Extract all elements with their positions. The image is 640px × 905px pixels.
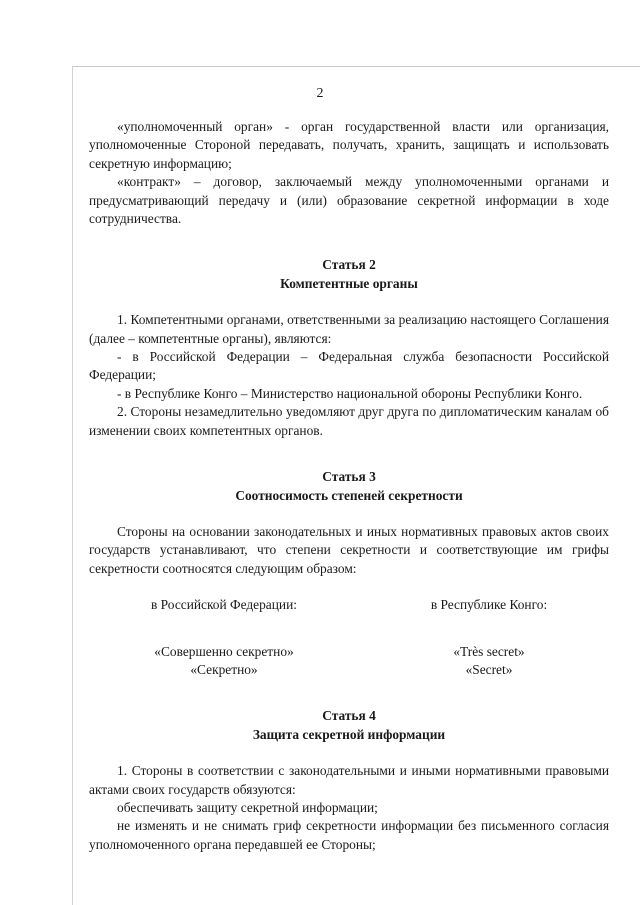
article-3 (89, 468, 609, 679)
russia-level-secret: «Секретно» (190, 661, 258, 677)
article-2-paragraph: - в Республике Конго – Министерство национальной обороны Республики Конго. (117, 385, 583, 401)
definition-contract: «контракт» – договор, заключаемый между уполномоченными органами и предусматривающий передачу и (или) образование секретной информации в ходе сотрудничества. (89, 174, 609, 227)
article-2-paragraph: - в Российской Федерации – Федеральная служба безопасности Российской Федерации; (89, 349, 609, 383)
page-number: 2 (316, 86, 324, 101)
congo-level-secret: «Secret» (465, 661, 513, 677)
article-4-paragraph: обеспечивать защиту секретной информации; (117, 799, 378, 815)
article-4-number: Статья 4 (322, 708, 376, 724)
page-border-left (72, 66, 73, 905)
article-2-title: Компетентные органы (280, 275, 418, 291)
article-4-title: Защита секретной информации (252, 726, 446, 742)
classification-table (89, 643, 609, 680)
article-2-paragraph: 1. Компетентными органами, ответственными за реализацию настоящего Соглашения (далее – компетентные органы), являются: (89, 312, 609, 346)
article-4-paragraph: 1. Стороны в соответствии с законодательными и иными нормативными правовыми актами своих государств обязуются: (89, 763, 609, 797)
article-3-paragraph: Стороны на основании законодательных и иных нормативных правовых актов своих государств устанавливают, что степени секретности и соответствующие им грифы секретности соотносятся следующим образом: (89, 523, 609, 576)
russia-levels (89, 643, 359, 680)
article-4-paragraph: не изменять и не снимать гриф секретности информации без письменного согласия уполномоченного органа передавшей ее Стороны; (89, 818, 609, 852)
document-body (89, 118, 609, 854)
article-4 (89, 707, 609, 854)
definition-authorized-body: «уполномоченный орган» - орган государственной власти или организация, уполномоченные Стороной передавать, получать, хранить, защищать и использовать секретную информацию; (89, 119, 609, 171)
article-2-paragraph: 2. Стороны незамедлительно уведомляют друг друга по дипломатическим каналам об изменении своих компетентных органов. (89, 404, 609, 438)
russia-level-top-secret: «Совершенно секретно» (154, 643, 294, 659)
article-3-number: Статья 3 (322, 469, 376, 485)
congo-header: в Республике Конго: (430, 597, 548, 613)
classification-headers (89, 596, 609, 614)
article-3-title: Соотносимость степеней секретности (235, 487, 463, 503)
congo-level-top-secret: «Très secret» (453, 643, 525, 659)
article-2-number: Статья 2 (322, 257, 376, 273)
page-border-top (72, 66, 640, 67)
congo-levels (369, 643, 609, 680)
russia-header: в Российской Федерации: (151, 597, 297, 613)
article-2 (89, 256, 609, 440)
